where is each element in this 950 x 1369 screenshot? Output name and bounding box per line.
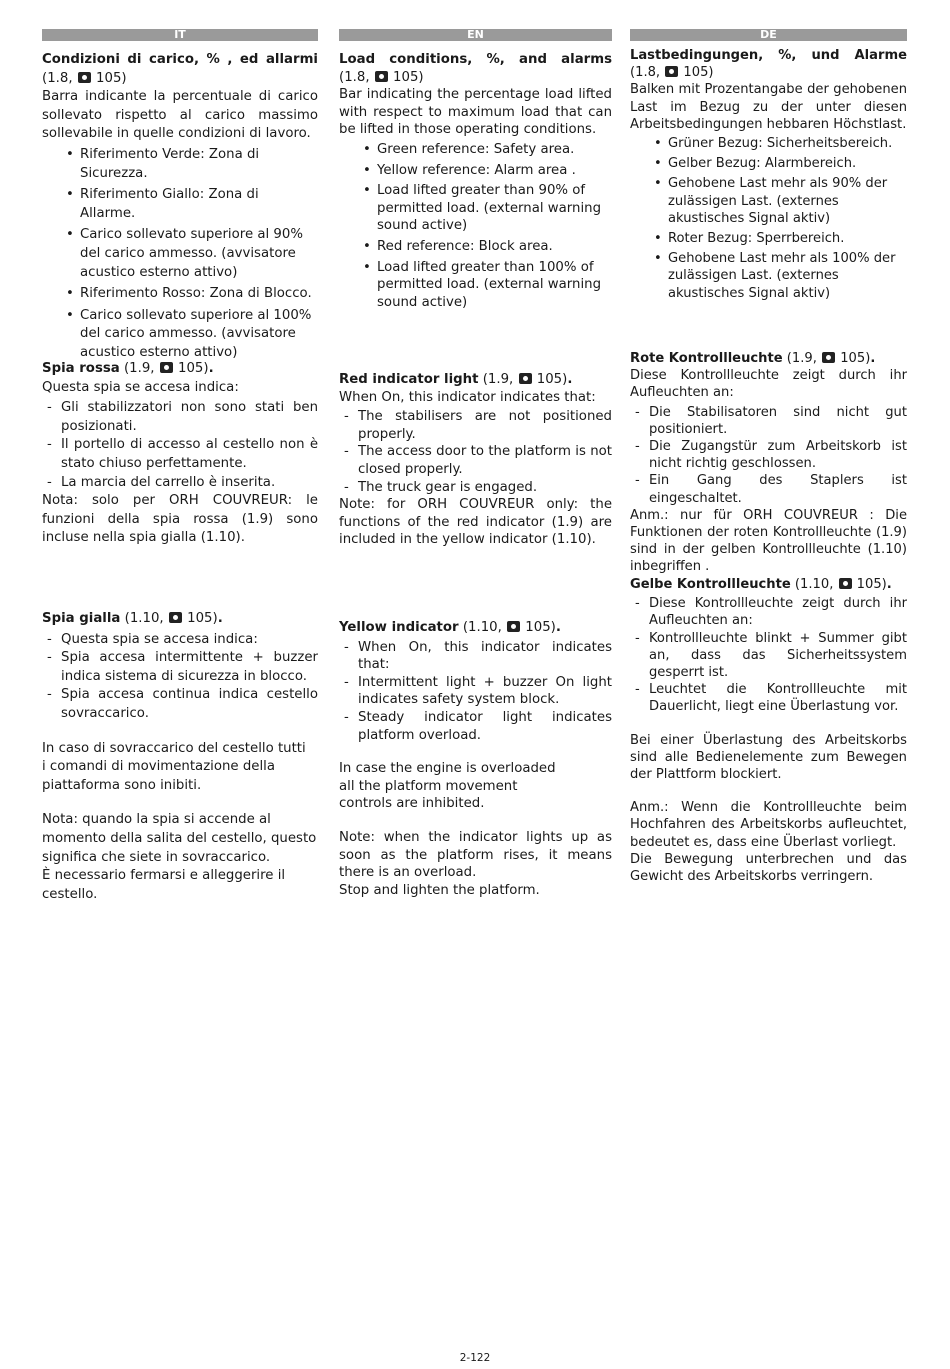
paragraph-line: all the platform movement bbox=[339, 778, 518, 794]
paragraph-line: cestello. bbox=[42, 886, 98, 902]
list-item: • Carico sollevato superiore al 90% del carico ammesso. (avvisatore acustico esterno attivo) bbox=[42, 226, 318, 282]
language-header-it: IT bbox=[42, 29, 318, 41]
column-it bbox=[42, 28, 318, 902]
list-item: - The access door to the platform is not closed properly. bbox=[339, 443, 612, 478]
dash-list bbox=[339, 639, 612, 745]
list-item: - The truck gear is engaged. bbox=[339, 479, 612, 497]
list-item: - Steady indicator light indicates platform overload. bbox=[339, 709, 612, 744]
paragraph-line: In case the engine is overloaded bbox=[339, 761, 556, 777]
list-item: • Gehobene Last mehr als 90% der zulässigen Last. (externes akustisches Signal aktiv) bbox=[630, 175, 907, 227]
section-red-light-en bbox=[339, 371, 612, 549]
list-item: - Spia accesa intermittente + buzzer indica sistema di sicurezza in blocco. bbox=[42, 649, 318, 686]
manual-reference-icon bbox=[507, 621, 520, 632]
list-item: - Ein Gang des Staplers ist eingeschaltet. bbox=[630, 472, 907, 506]
paragraph-line: Anm.: Wenn die Kontrollleuchte beim Hochfahren des Arbeitskorbs aufleuchtet, bedeutet es, dass eine Überlast vorliegt. bbox=[630, 800, 907, 850]
paragraph-line: significa che siete in sovraccarico. bbox=[42, 849, 271, 865]
section-heading: Spia gialla (1.10, 105). bbox=[42, 611, 223, 626]
list-item: • Gehobene Last mehr als 100% der zulässigen Last. (externes akustisches Signal aktiv) bbox=[630, 250, 907, 302]
dash-list bbox=[42, 399, 318, 492]
section-body: Balken mit Prozentangabe der gehobenen Last im Bezug zu der unter diesen Arbeitsbedingungen hebbaren Höchstlast. bbox=[630, 82, 907, 132]
language-header-en: EN bbox=[339, 29, 612, 41]
paragraph-line: Nota: quando la spia si accende al bbox=[42, 812, 271, 828]
paragraph-line: Die Bewegung unterbrechen und das Gewicht des Arbeitskorbs verringern. bbox=[630, 851, 907, 885]
paragraph-line: Bei einer Überlastung des Arbeitskorbs sind alle Bedienelemente zum Bewegen der Plattform blockiert. bbox=[630, 732, 907, 783]
manual-reference-icon bbox=[665, 66, 678, 77]
section-heading: Rote Kontrollleuchte (1.9, 105). bbox=[630, 351, 876, 366]
section-heading: Gelbe Kontrollleuchte (1.10, 105). bbox=[630, 577, 892, 592]
column-de bbox=[630, 28, 907, 885]
list-item: • Riferimento Verde: Zona di Sicurezza. bbox=[42, 146, 318, 183]
list-item: - Intermittent light + buzzer On light indicates safety system block. bbox=[339, 674, 612, 709]
manual-reference-icon bbox=[519, 373, 532, 384]
manual-reference-icon bbox=[78, 72, 91, 83]
list-item: - The stabilisers are not positioned properly. bbox=[339, 408, 612, 443]
bullet-list bbox=[630, 135, 907, 302]
section-heading: Yellow indicator (1.10, 105). bbox=[339, 620, 561, 635]
list-item: - Gli stabilizzatori non sono stati ben posizionati. bbox=[42, 399, 318, 436]
list-item: • Gelber Bezug: Alarmbereich. bbox=[630, 155, 907, 172]
paragraph-line: momento della salita del cestello, questo bbox=[42, 830, 317, 846]
paragraph-line: controls are inhibited. bbox=[339, 796, 485, 812]
paragraph-line: i comandi di movimentazione della bbox=[42, 759, 275, 775]
manual-reference-icon bbox=[160, 362, 173, 373]
list-item: - Questa spia se accesa indica: bbox=[42, 631, 318, 650]
dash-list bbox=[42, 631, 318, 724]
dash-list bbox=[630, 404, 907, 507]
paragraph-line: In caso di sovraccarico del cestello tutti bbox=[42, 740, 306, 756]
manual-reference-icon bbox=[375, 71, 388, 82]
list-item: • Carico sollevato superiore al 100% del carico ammesso. (avvisatore acustico esterno attivo) bbox=[42, 307, 318, 363]
section-red-light-de bbox=[630, 350, 907, 576]
section-title: Lastbedingungen, %, und Alarme bbox=[630, 48, 907, 63]
section-title: Load conditions, %, and alarms bbox=[339, 52, 612, 67]
section-yellow-light-de bbox=[630, 576, 907, 885]
list-item: • Yellow reference: Alarm area . bbox=[339, 162, 612, 180]
manual-reference-icon bbox=[169, 612, 182, 623]
list-item: • Load lifted greater than 90% of permitted load. (external warning sound active) bbox=[339, 182, 612, 235]
dash-list bbox=[630, 595, 907, 715]
list-item: • Riferimento Giallo: Zona di Allarme. bbox=[42, 186, 318, 223]
list-item: - Leuchtet die Kontrollleuchte mit Dauerlicht, liegt eine Überlastung vor. bbox=[630, 681, 907, 715]
dash-list bbox=[339, 408, 612, 496]
paragraph-line: piattaforma sono inibiti. bbox=[42, 777, 202, 793]
list-item: • Green reference: Safety area. bbox=[339, 141, 612, 159]
manual-reference-icon bbox=[839, 578, 852, 589]
list-item: - Spia accesa continua indica cestello sovraccarico. bbox=[42, 686, 318, 723]
list-item: • Red reference: Block area. bbox=[339, 238, 612, 256]
section-heading: Spia rossa (1.9, 105). bbox=[42, 361, 214, 376]
section-load-conditions-en bbox=[339, 51, 612, 314]
paragraph-line: È necessario fermarsi e alleggerire il bbox=[42, 868, 286, 884]
section-yellow-light-it bbox=[42, 610, 318, 904]
section-load-conditions-de bbox=[630, 47, 907, 305]
paragraph-line: Stop and lighten the platform. bbox=[339, 882, 540, 898]
section-body: Bar indicating the percentage load lifted with respect to maximum load that can be lifted in those operating conditions. bbox=[339, 87, 612, 138]
list-item: • Load lifted greater than 100% of permitted load. (external warning sound active) bbox=[339, 259, 612, 312]
language-header-de: DE bbox=[630, 29, 907, 41]
section-body: Barra indicante la percentuale di carico sollevato rispetto al carico massimo sollevabile in quelle condizioni di lavoro. bbox=[42, 89, 318, 142]
reference: (1.8, 105) bbox=[630, 65, 714, 81]
list-item: - Die Stabilisatoren sind nicht gut positioniert. bbox=[630, 404, 907, 438]
paragraph-line: Note: when the indicator lights up as soon as the platform rises, it means there is an overload. bbox=[339, 829, 612, 881]
list-item: - La marcia del carrello è inserita. bbox=[42, 474, 318, 493]
list-item: - Kontrollleuchte blinkt + Summer gibt an, dass das Sicherheitssystem gesperrt ist. bbox=[630, 630, 907, 682]
list-item: • Riferimento Rosso: Zona di Blocco. bbox=[42, 285, 318, 304]
section-yellow-light-en bbox=[339, 619, 612, 899]
reference: (1.8, 105) bbox=[42, 70, 127, 86]
bullet-list bbox=[42, 146, 318, 363]
list-item: • Roter Bezug: Sperrbereich. bbox=[630, 230, 907, 247]
section-heading: Red indicator light (1.9, 105). bbox=[339, 372, 573, 387]
section-load-conditions-it bbox=[42, 51, 318, 366]
section-intro: When On, this indicator indicates that: bbox=[339, 389, 596, 405]
bullet-list bbox=[339, 141, 612, 311]
column-en bbox=[339, 28, 612, 898]
manual-reference-icon bbox=[822, 352, 835, 363]
section-note: Anm.: nur für ORH COUVREUR : Die Funktionen der roten Kontrollleuchte (1.9) sind in der gelben Kontrollleuchte (1.10) inbegriffen . bbox=[630, 507, 907, 575]
section-intro: Diese Kontrollleuchte zeigt durch ihr Aufleuchten an: bbox=[630, 368, 907, 401]
section-intro: Questa spia se accesa indica: bbox=[42, 379, 239, 395]
list-item: - Die Zugangstür zum Arbeitskorb ist nicht richtig geschlossen. bbox=[630, 438, 907, 472]
list-item: - When On, this indicator indicates that: bbox=[339, 639, 612, 674]
page-number: 2-122 bbox=[459, 1352, 491, 1364]
list-item: - Il portello di accesso al cestello non è stato chiuso perfettamente. bbox=[42, 436, 318, 473]
section-title: Condizioni di carico, % , ed allarmi bbox=[42, 52, 318, 67]
section-note: Note: for ORH COUVREUR only: the functions of the red indicator (1.9) are included in the yellow indicator (1.10). bbox=[339, 497, 612, 548]
list-item: - Diese Kontrollleuchte zeigt durch ihr Aufleuchten an: bbox=[630, 595, 907, 629]
list-item: • Grüner Bezug: Sicherheitsbereich. bbox=[630, 135, 907, 152]
section-red-light-it bbox=[42, 360, 318, 548]
section-note: Nota: solo per ORH COUVREUR: le funzioni della spia rossa (1.9) sono incluse nella spia gialla (1.10). bbox=[42, 493, 318, 546]
reference: (1.8, 105) bbox=[339, 69, 424, 85]
